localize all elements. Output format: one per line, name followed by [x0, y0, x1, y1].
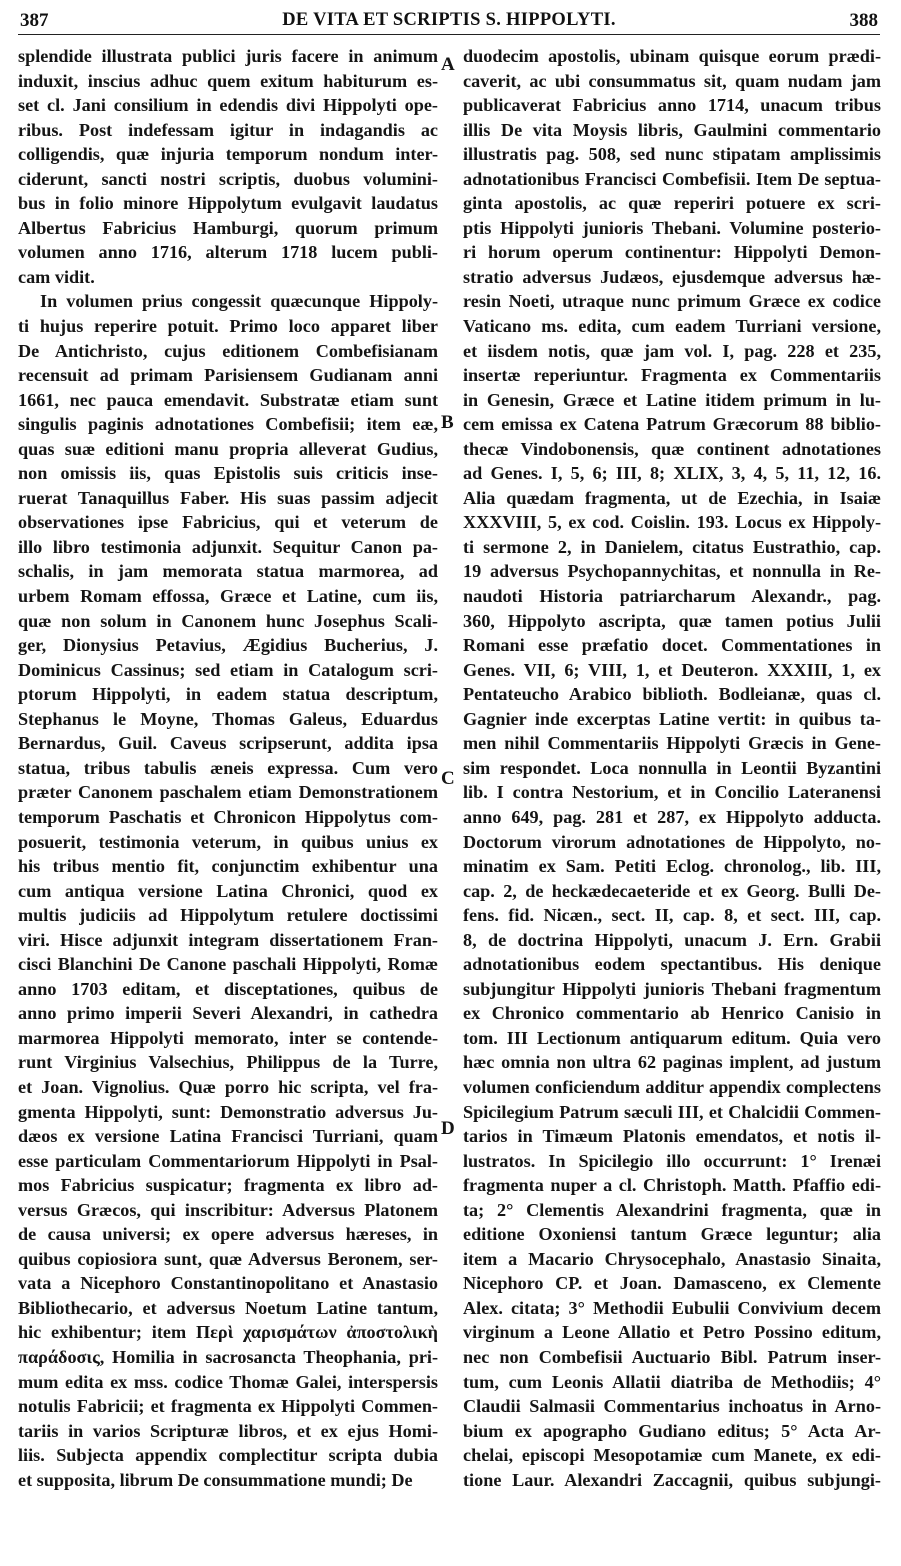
- text-line: minatim ex Sam. Petiti Eclog. chronolog., lib. III,: [463, 856, 881, 877]
- text-line: subjungitur Hippolyti junioris Thebani fragmentum: [463, 978, 881, 999]
- right-column: [463, 44, 881, 1492]
- text-line: tum, cum Leonis Allatii diatriba de Methodiis; 4°: [463, 1371, 881, 1392]
- text-line: Nicephoro CP. et Joan. Damasceno, ex Clemente: [463, 1273, 881, 1294]
- running-title: DE VITA ET SCRIPTIS S. HIPPOLYTI.: [282, 10, 616, 30]
- text-line: hic exhibentur; item Περὶ χαρισμάτων ἀποστολικὴ: [18, 1322, 438, 1343]
- text-line: chelai, episcopi Mesopotamiæ cum Manete, ex edi-: [463, 1445, 881, 1466]
- text-line: virginum a Leone Allatio et Petro Possino editum,: [463, 1322, 881, 1343]
- text-line: liis. Subjecta appendix complectitur scripta dubia: [18, 1445, 438, 1466]
- margin-marker-c: C: [441, 768, 455, 789]
- text-line: tione Laur. Alexandri Zaccagnii, quibus subjungi-: [463, 1469, 881, 1490]
- text-line: illustratis pag. 508, sed nunc stipatam amplissimis: [463, 144, 881, 165]
- text-line: ger, Dionysius Petavius, Ægidius Bucherius, J.: [18, 635, 438, 656]
- text-line: multis judiciis ad Hippolytum retulere doctissimi: [18, 905, 438, 926]
- text-line: mos Fabricius suspicatur; fragmenta ex libro ad-: [18, 1175, 438, 1196]
- text-line: set cl. Jani consilium in edendis divi Hippolyti ope-: [18, 95, 438, 116]
- text-line: insertæ reperiuntur. Fragmenta ex Commentariis: [463, 365, 881, 386]
- text-line: ta; 2° Clementis Alexandrini fragmenta, quæ in: [463, 1199, 881, 1220]
- text-line: men nihil Commentariis Hippolyti Græcis in Gene-: [463, 733, 881, 754]
- text-line: vata a Nicephoro Constantinopolitano et Anastasio: [18, 1273, 438, 1294]
- text-line: ri horum operum continentur: Hippolyti Demon-: [463, 242, 881, 263]
- text-line: bium ex apographo Gudiano editus; 5° Acta Ar-: [463, 1420, 881, 1441]
- text-line: 360, Hippolyto ascripta, quæ tamen potius Julii: [463, 610, 881, 631]
- text-line: Vaticano ms. edita, cum eadem Turriani versione,: [463, 316, 881, 337]
- text-line: cem emissa ex Catena Patrum Græcorum 88 biblio-: [463, 414, 881, 435]
- text-line: fragmenta nuper a cl. Christoph. Matth. Pfaffio edi-: [463, 1175, 881, 1196]
- text-line: lustratos. In Spicilegio illo occurrunt: 1° Irenæi: [463, 1150, 881, 1171]
- text-line: gmenta Hippolyti, sunt: Demonstratio adversus Ju-: [18, 1101, 438, 1122]
- text-line: ptorum Hippolyti, in eadem statua descriptum,: [18, 684, 438, 705]
- text-line: item a Macario Chrysocephalo, Anastasio Sinaita,: [463, 1248, 881, 1269]
- text-line: editione Oxoniensi tantum Græce leguntur; alia: [463, 1224, 881, 1245]
- text-line: 8, de doctrina Hippolyti, unacum J. Ern. Grabii: [463, 929, 881, 950]
- text-line: illis De vita Moysis libris, Gaulmini commentario: [463, 119, 881, 140]
- text-line: stratio adversus Judæos, ejusdemque adversus hæ-: [463, 266, 881, 287]
- text-line: ginta apostolis, ac quæ reperiri potuere ex scri-: [463, 193, 881, 214]
- text-line: sim respondet. Loca nonnulla in Leontii Byzantini: [463, 757, 881, 778]
- page-number-left: 387: [20, 10, 49, 31]
- text-line: thecæ Vindobonensis, quæ continent adnotationes: [463, 438, 881, 459]
- text-line: statua, tribus tabulis æneis expressa. Cum vero: [18, 757, 438, 778]
- text-line: caverit, ac ubi consummatus sit, quam nudam jam: [463, 70, 881, 91]
- text-line: viri. Hisce adjunxit integram dissertationem Fran-: [18, 929, 438, 950]
- text-line: Pentateucho Arabico biblioth. Bodleianæ, quas cl.: [463, 684, 881, 705]
- text-line: cum antiqua versione Latina Chronici, quod ex: [18, 880, 438, 901]
- margin-marker-a: A: [441, 54, 455, 75]
- text-line: Stephanus le Moyne, Thomas Galeus, Eduardus: [18, 708, 438, 729]
- text-line: ruerat Tanaquillus Faber. His suas passim adjecit: [18, 487, 438, 508]
- margin-marker-d: D: [441, 1118, 455, 1139]
- text-line: runt Virginius Valsechius, Philippus de la Turre,: [18, 1052, 438, 1073]
- text-line: quæ non solum in Canonem hunc Josephus Scali-: [18, 610, 438, 631]
- text-line: induxit, inscius adhuc quem exitum habiturum es-: [18, 70, 438, 91]
- text-line: tarios in Timæum Platonis emendatos, et notis il-: [463, 1126, 881, 1147]
- text-line: Romani esse præfatio docet. Commentationes in: [463, 635, 881, 656]
- text-line: tom. III Lectionum antiquarum editum. Quia vero: [463, 1027, 881, 1048]
- text-line: præter Canonem paschalem etiam Demonstrationem: [18, 782, 438, 803]
- text-line: volumen anno 1716, alterum 1718 lucem publi-: [18, 242, 438, 263]
- text-line: quibus copiosiora sunt, quæ Adversus Beronem, ser-: [18, 1248, 438, 1269]
- text-line: naudoti Historia patriarcharum Alexandr., pag.: [463, 586, 881, 607]
- text-line: Claudii Salmasii Commentarius inchoatus in Arno-: [463, 1396, 881, 1417]
- text-line: ptis Hippolyti junioris Thebani. Volumine posterio-: [463, 217, 881, 238]
- text-line: Bibliothecario, et adversus Noetum Latine tantum,: [18, 1297, 438, 1318]
- text-line: De Antichristo, cujus editionem Combefisianam: [18, 340, 438, 361]
- text-line: duodecim apostolis, ubinam quisque eorum prædi-: [463, 46, 881, 66]
- text-line: versus Græcos, qui inscribitur: Adversus Platonem: [18, 1199, 438, 1220]
- text-line: bus in folio minore Hippolytum evulgavit laudatus: [18, 193, 438, 214]
- text-line: Dominicus Cassinus; sed etiam in Catalogum scri-: [18, 659, 438, 680]
- text-line: singulis paginis adnotationes Combefisii; item eæ,: [18, 414, 438, 435]
- left-column: [18, 44, 438, 1492]
- text-line: Genes. VII, 6; VIII, 1, et Deuteron. XXXIII, 1, ex: [463, 659, 881, 680]
- text-line: Albertus Fabricius Hamburgi, quorum primum: [18, 217, 438, 238]
- text-line: non omissis iis, quas Epistolis suis criticis inse-: [18, 463, 438, 484]
- text-line: cam vidit.: [18, 266, 95, 287]
- text-line: posuerit, testimonia veterum, in quibus unius ex: [18, 831, 438, 852]
- text-line: colligendis, quæ injuria temporum nondum inter-: [18, 144, 438, 165]
- text-line: fens. fid. Nicæn., sect. II, cap. 8, et sect. III, cap.: [463, 905, 881, 926]
- text-line: 1661, nec pauca emendavit. Substratæ etiam sunt: [18, 389, 438, 410]
- text-line: quas suæ editioni manu propria alleverat Gudius,: [18, 438, 438, 459]
- text-line: Bernardus, Guil. Caveus scripserunt, addita ipsa: [18, 733, 438, 754]
- text-line: his tribus mentio fit, conjunctim exhibentur una: [18, 856, 438, 877]
- text-line: παράδοσις, Homilia in sacrosancta Theophania, pri-: [18, 1346, 438, 1367]
- text-line: et iisdem notis, quæ jam vol. I, pag. 228 et 235,: [463, 340, 881, 361]
- text-line: anno 649, pag. 281 et 287, ex Hippolyto adducta.: [463, 806, 881, 827]
- text-line: Gagnier inde excerptas Latine vertit: in quibus ta-: [463, 708, 881, 729]
- text-line: tariis in varios Scripturæ libros, et ex ejus Homi-: [18, 1420, 438, 1441]
- text-line: 19 adversus Psychopannychitas, et nonnulla in Re-: [463, 561, 881, 582]
- text-line: esse particulam Commentariorum Hippolyti in Psal-: [18, 1150, 438, 1171]
- text-line: In volumen prius congessit quæcunque Hippoly-: [40, 291, 438, 312]
- text-line: notulis Fabricii; et fragmenta ex Hippolyti Commen-: [18, 1396, 438, 1417]
- text-line: et supposita, librum De consummatione mundi; De: [18, 1469, 413, 1490]
- text-line: observationes ipse Fabricius, qui et veterum de: [18, 512, 438, 533]
- text-line: Doctorum virorum adnotationes de Hippolyto, no-: [463, 831, 881, 852]
- text-line: schalis, in jam memorata statua marmorea, ad: [18, 561, 438, 582]
- text-line: Alex. citata; 3° Methodii Eubulii Convivium decem: [463, 1297, 881, 1318]
- page-header: [18, 4, 880, 35]
- text-line: splendide illustrata publici juris facere in animum: [18, 46, 438, 66]
- text-line: dæos ex versione Latina Francisci Turriani, quam: [18, 1126, 438, 1147]
- text-line: adnotationibus eodem spectantibus. His denique: [463, 954, 881, 975]
- text-line: ex Chronico commentario ab Henrico Canisio in: [463, 1003, 881, 1024]
- text-line: cap. 2, de heckædecaeteride et ex Georg. Bulli De-: [463, 880, 881, 901]
- text-line: hæc omnia non ultra 62 paginas implent, ad justum: [463, 1052, 881, 1073]
- text-line: ad Genes. I, 5, 6; III, 8; XLIX, 3, 4, 5, 11, 12, 16.: [463, 463, 881, 484]
- text-line: de causa universi; ex opere adversus hæreses, in: [18, 1224, 438, 1245]
- text-line: illo libro testimonia adjunxit. Sequitur Canon pa-: [18, 536, 438, 557]
- text-line: recensuit ad primam Parisiensem Gudianam anni: [18, 365, 438, 386]
- margin-marker-b: B: [441, 412, 454, 433]
- text-line: anno primo imperii Severi Alexandri, in cathedra: [18, 1003, 438, 1024]
- text-line: resin Noeti, utraque nunc primum Græce ex codice: [463, 291, 881, 312]
- text-line: ti hujus reperire potuit. Primo loco apparet liber: [18, 316, 438, 337]
- text-line: adnotationibus Francisci Combefisii. Item De septua-: [463, 168, 881, 189]
- text-line: temporum Paschatis et Chronicon Hippolytus com-: [18, 806, 438, 827]
- text-line: in Genesin, Græce et Latine itidem primum in lu-: [463, 389, 881, 410]
- text-line: ciderunt, sancti nostri scriptis, duobus volumini-: [18, 168, 438, 189]
- text-line: Spicilegium Patrum sæculi III, et Chalcidii Commen-: [463, 1101, 881, 1122]
- text-line: cisci Blanchini De Canone paschali Hippolyti, Romæ: [18, 954, 438, 975]
- page-number-right: 388: [849, 10, 878, 31]
- text-line: nec non Combefisii Auctuario Bibl. Patrum inser-: [463, 1346, 881, 1367]
- text-line: anno 1703 editam, et disceptationes, quibus de: [18, 978, 438, 999]
- text-line: lib. I contra Nestorium, et in Concilio Lateranensi: [463, 782, 881, 803]
- text-line: urbem Romam effossa, Græce et Latine, cum iis,: [18, 586, 438, 607]
- text-line: mum edita ex mss. codice Thomæ Galei, interspersis: [18, 1371, 438, 1392]
- text-line: ribus. Post indefessam igitur in indagandis ac: [18, 119, 438, 140]
- text-line: publicaverat Fabricius anno 1714, unacum tribus: [463, 95, 881, 116]
- text-line: volumen conficiendum additur appendix complectens: [463, 1076, 881, 1097]
- text-line: ti sermone 2, in Danielem, citatus Eustrathio, cap.: [463, 536, 881, 557]
- text-line: et Joan. Vignolius. Quæ porro hic scripta, vel fra-: [18, 1076, 438, 1097]
- text-line: XXXVIII, 5, ex cod. Coislin. 193. Locus ex Hippoly-: [463, 512, 881, 533]
- text-line: Alia quædam fragmenta, ut de Ezechia, in Isaiæ: [463, 487, 881, 508]
- text-line: marmorea Hippolyti memorato, inter se contende-: [18, 1027, 438, 1048]
